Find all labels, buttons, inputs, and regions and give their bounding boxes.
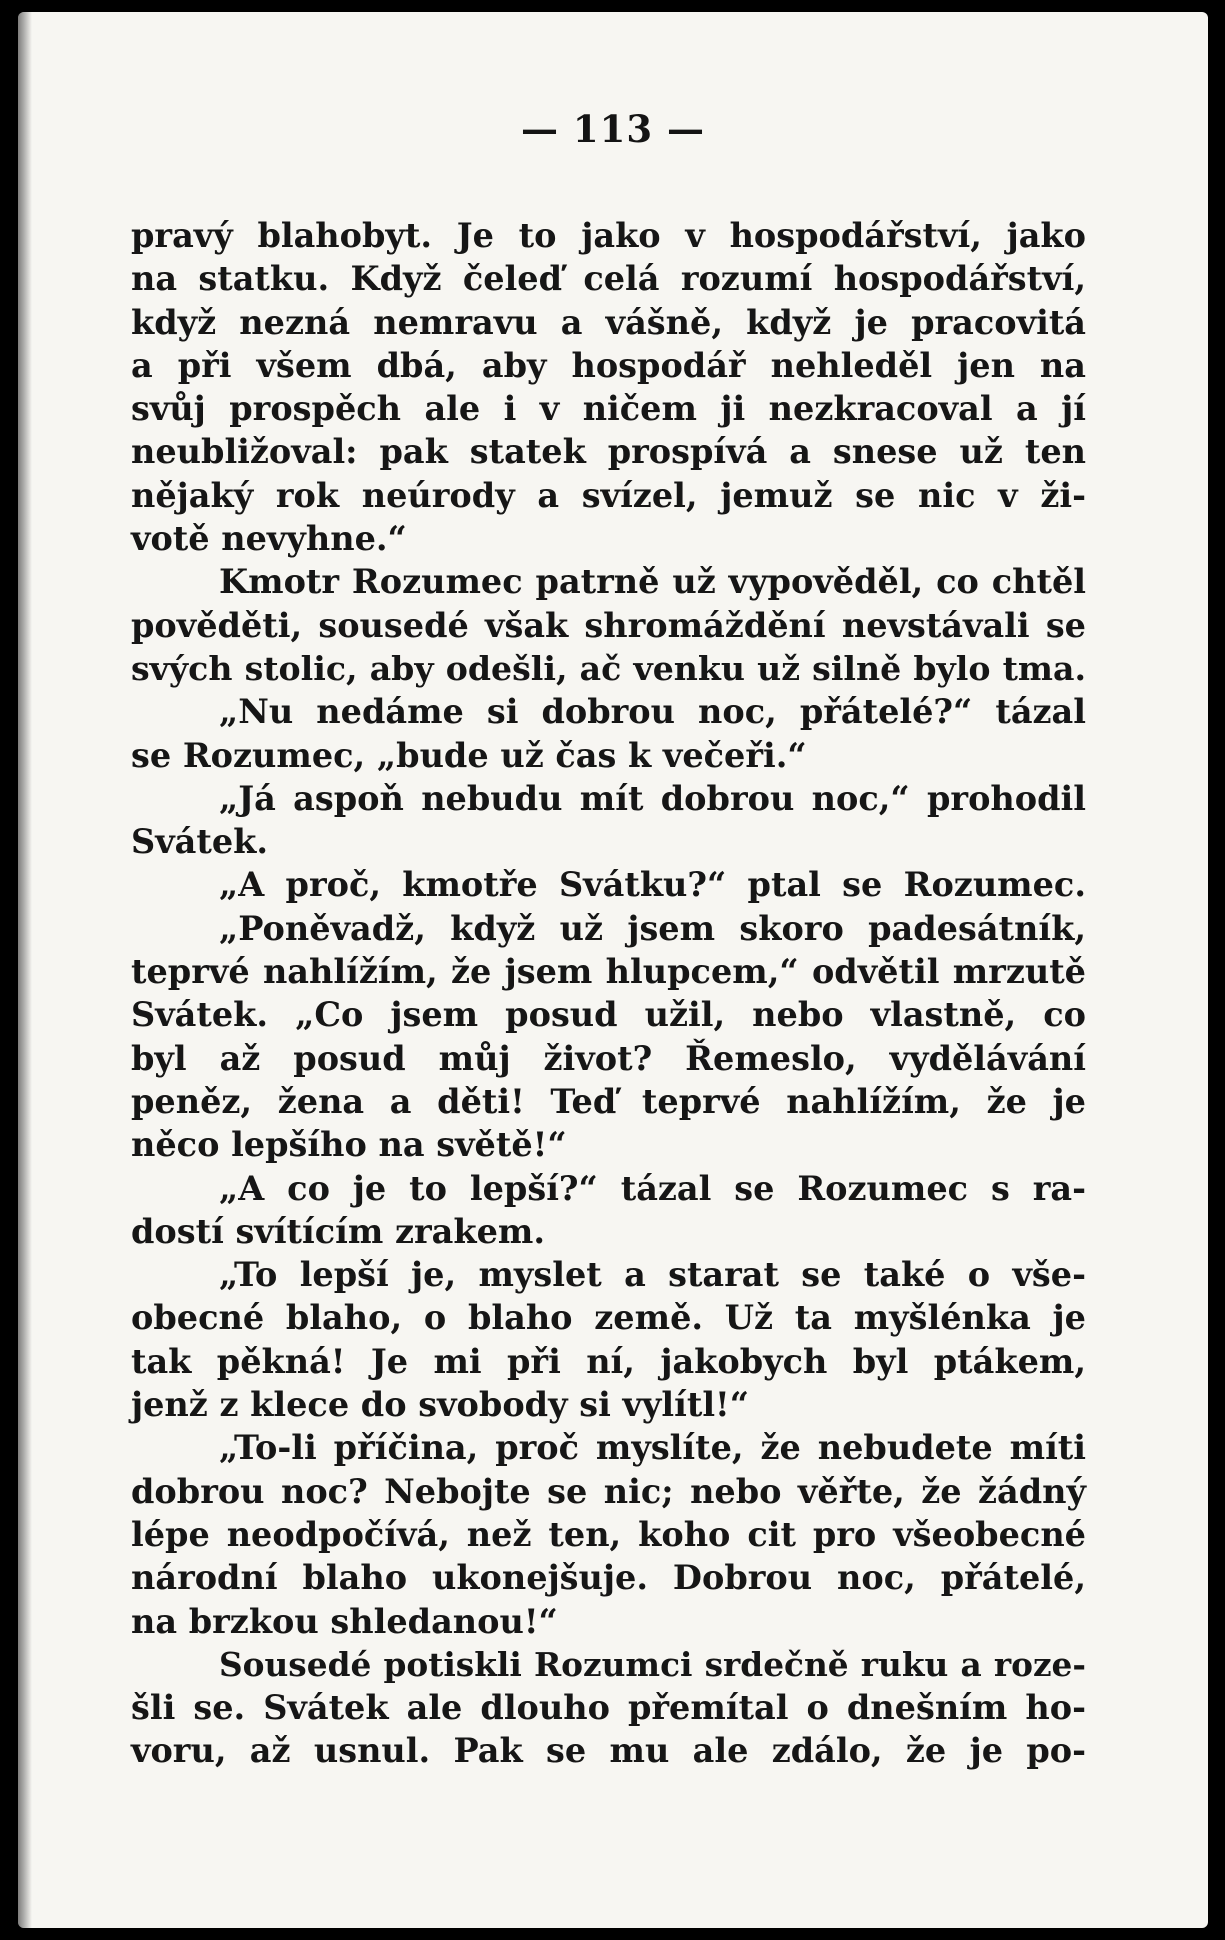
text-line: nějaký rok neúrody a svízel, jemuž se nic v ži-	[131, 475, 1086, 515]
paragraph-start: „Nu nedáme si dobrou noc, přátelé?“ tázal	[219, 692, 1086, 732]
text-line: neubližoval: pak statek prospívá a snese už ten	[131, 432, 1086, 472]
paragraph-start: „A proč, kmotře Svátku?“ ptal se Rozumec.	[219, 865, 1086, 905]
text-line: se Rozumec, „bude už čas k večeři.“	[131, 735, 807, 775]
page-number: — 113 —	[521, 107, 705, 151]
text-line: šli se. Svátek ale dlouho přemítal o dnešním ho-	[131, 1688, 1086, 1728]
text-line: Svátek. „Co jsem posud užil, nebo vlastně, co	[131, 995, 1086, 1035]
paragraph-start: Kmotr Rozumec patrně už vypověděl, co chtěl	[219, 562, 1086, 602]
text-line: byl až posud můj život? Řemeslo, vydělávání	[131, 1038, 1086, 1078]
text-line: národní blaho ukonejšuje. Dobrou noc, přátelé,	[131, 1558, 1086, 1598]
text-line: a při všem dbá, aby hospodář nehleděl jen na	[131, 345, 1086, 385]
text-line: votě nevyhne.“	[131, 519, 407, 559]
text-line: lépe neodpočívá, než ten, koho cit pro všeobecné	[131, 1514, 1086, 1554]
text-line: voru, až usnul. Pak se mu ale zdálo, že je po-	[131, 1731, 1086, 1771]
text-line: svůj prospěch ale i v ničem ji nezkracoval a jí	[131, 389, 1086, 429]
text-line: peněz, žena a děti! Teď teprvé nahlížím, že je	[131, 1081, 1086, 1121]
text-line: něco lepšího na světě!“	[131, 1125, 567, 1165]
text-line: dobrou noc? Nebojte se nic; nebo věřte, že žádný	[131, 1471, 1086, 1511]
text-line: když nezná nemravu a vášně, když je pracovitá	[131, 302, 1086, 342]
paragraph-start: „Poněvadž, když už jsem skoro padesátník,	[219, 908, 1086, 948]
page-spine-shadow	[18, 12, 32, 1928]
text-line: dostí svítícím zrakem.	[131, 1211, 545, 1251]
paragraph-start: „A co je to lepší?“ tázal se Rozumec s ra-	[219, 1168, 1086, 1208]
text-line: pravý blahobyt. Je to jako v hospodářství, jako	[131, 216, 1086, 255]
text-line: obecné blaho, o blaho země. Už ta myšlénka je	[131, 1298, 1086, 1338]
paragraph-start: Sousedé potiskli Rozumci srdečně ruku a roze-	[219, 1644, 1086, 1684]
paragraph-start: „To lepší je, myslet a starat se také o vše-	[219, 1255, 1086, 1295]
text-line: na statku. Když čeleď celá rozumí hospodářství,	[131, 259, 1086, 299]
body-text	[131, 214, 1086, 1773]
text-line: tak pěkná! Je mi při ní, jakobych byl ptákem,	[131, 1341, 1086, 1381]
text-line: teprvé nahlížím, že jsem hlupcem,“ odvětil mrzutě	[131, 952, 1086, 992]
text-line: na brzkou shledanou!“	[131, 1601, 558, 1641]
text-line: pověděti, sousedé však shromáždění nevstávali se	[131, 605, 1086, 645]
book-page	[18, 12, 1208, 1928]
text-line: svých stolic, aby odešli, ač venku už silně bylo tma.	[131, 648, 1086, 688]
paragraph-start: „Já aspoň nebudu mít dobrou noc,“ prohodil	[219, 778, 1086, 818]
text-line: Svátek.	[131, 822, 269, 862]
paragraph-start: „To-li příčina, proč myslíte, že nebudete míti	[219, 1428, 1086, 1468]
text-line: jenž z klece do svobody si vylítl!“	[131, 1385, 750, 1425]
